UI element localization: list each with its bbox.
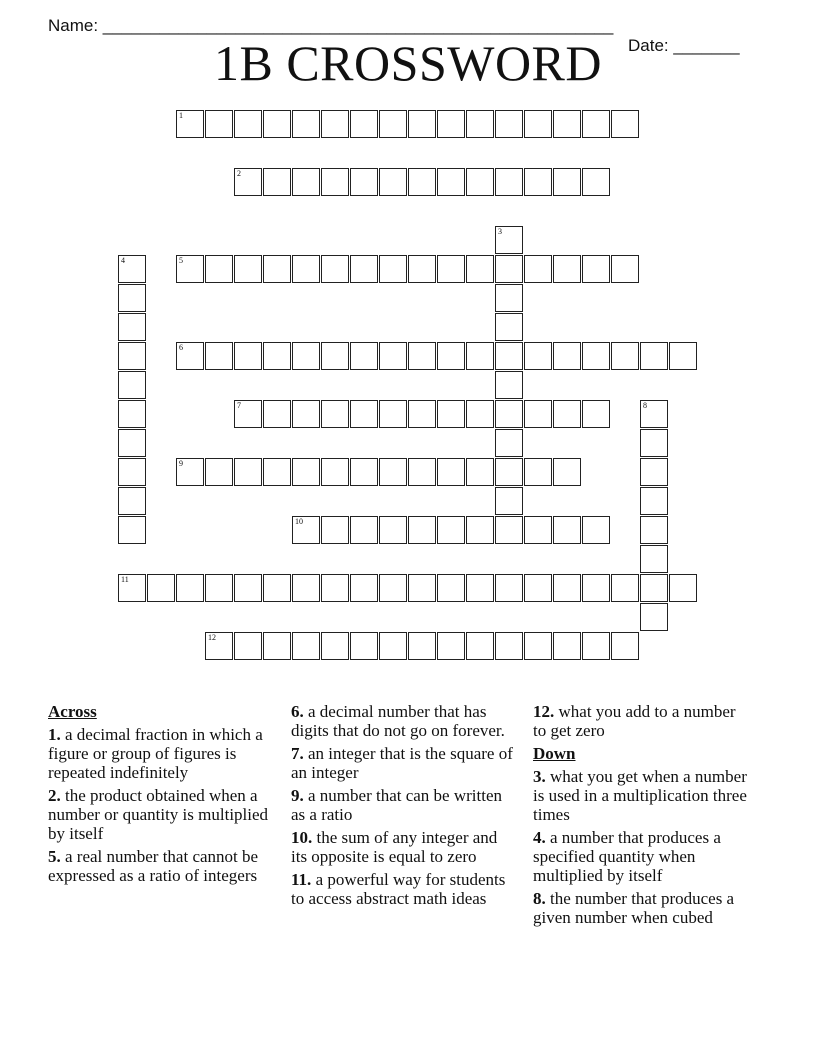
- grid-cell[interactable]: [553, 255, 581, 283]
- grid-cell[interactable]: [582, 168, 610, 196]
- grid-cell[interactable]: [234, 574, 262, 602]
- grid-cell[interactable]: [495, 574, 523, 602]
- grid-cell[interactable]: [263, 168, 291, 196]
- grid-cell[interactable]: [321, 400, 349, 428]
- grid-cell[interactable]: [524, 168, 552, 196]
- grid-cell[interactable]: [408, 400, 436, 428]
- grid-cell[interactable]: [234, 168, 262, 196]
- grid-cell[interactable]: [640, 342, 668, 370]
- clues-column-2: [291, 702, 516, 912]
- grid-cell[interactable]: [118, 313, 146, 341]
- grid-cell[interactable]: [408, 574, 436, 602]
- grid-cell[interactable]: [118, 342, 146, 370]
- grid-cell[interactable]: [495, 168, 523, 196]
- grid-cell[interactable]: [495, 458, 523, 486]
- grid-cell[interactable]: [466, 342, 494, 370]
- grid-cell[interactable]: [466, 110, 494, 138]
- grid-cell[interactable]: [350, 458, 378, 486]
- grid-cell[interactable]: [582, 632, 610, 660]
- grid-cell[interactable]: [553, 400, 581, 428]
- grid-cell[interactable]: [495, 255, 523, 283]
- clue-across-11: 11. a powerful way for students to access abstract math ideas: [291, 870, 506, 908]
- grid-cell[interactable]: [118, 574, 146, 602]
- grid-cell[interactable]: [234, 458, 262, 486]
- grid-cell[interactable]: [582, 400, 610, 428]
- grid-cell[interactable]: [640, 574, 668, 602]
- grid-cell[interactable]: [408, 168, 436, 196]
- grid-cell[interactable]: [379, 516, 407, 544]
- grid-cell[interactable]: [611, 255, 639, 283]
- grid-cell[interactable]: [205, 574, 233, 602]
- grid-cell[interactable]: [495, 342, 523, 370]
- grid-cell[interactable]: [379, 110, 407, 138]
- grid-cell[interactable]: [176, 255, 204, 283]
- clue-number: 10: [295, 517, 303, 526]
- grid-cell[interactable]: [553, 632, 581, 660]
- grid-cell[interactable]: [582, 110, 610, 138]
- grid-cell[interactable]: [234, 110, 262, 138]
- grid-cell[interactable]: [292, 574, 320, 602]
- grid-cell[interactable]: [205, 632, 233, 660]
- grid-cell[interactable]: [292, 110, 320, 138]
- grid-cell[interactable]: [118, 429, 146, 457]
- grid-cell[interactable]: [205, 342, 233, 370]
- grid-cell[interactable]: [205, 110, 233, 138]
- grid-cell[interactable]: [611, 342, 639, 370]
- grid-cell[interactable]: [408, 342, 436, 370]
- grid-cell[interactable]: [640, 458, 668, 486]
- grid-cell[interactable]: [176, 458, 204, 486]
- grid-cell[interactable]: [234, 632, 262, 660]
- grid-cell[interactable]: [321, 574, 349, 602]
- grid-cell[interactable]: [379, 632, 407, 660]
- grid-cell[interactable]: [350, 342, 378, 370]
- grid-cell[interactable]: [292, 168, 320, 196]
- page-title: 1B CROSSWORD: [213, 35, 603, 91]
- grid-cell[interactable]: [437, 342, 465, 370]
- grid-cell[interactable]: [437, 458, 465, 486]
- grid-cell[interactable]: [466, 574, 494, 602]
- grid-cell[interactable]: [263, 110, 291, 138]
- clue-across-6: 6. a decimal number that has digits that do not go on forever.: [291, 702, 505, 740]
- grid-cell[interactable]: [263, 400, 291, 428]
- grid-cell[interactable]: [466, 400, 494, 428]
- grid-cell[interactable]: [553, 110, 581, 138]
- grid-cell[interactable]: [437, 255, 465, 283]
- grid-cell[interactable]: [495, 487, 523, 515]
- grid-cell[interactable]: [553, 458, 581, 486]
- grid-cell[interactable]: [640, 603, 668, 631]
- grid-cell[interactable]: [205, 255, 233, 283]
- grid-cell[interactable]: [118, 516, 146, 544]
- grid-cell[interactable]: [321, 458, 349, 486]
- grid-cell[interactable]: [495, 516, 523, 544]
- grid-cell[interactable]: [292, 342, 320, 370]
- grid-cell[interactable]: [176, 342, 204, 370]
- grid-cell[interactable]: [524, 516, 552, 544]
- grid-cell[interactable]: [466, 255, 494, 283]
- clue-down-8: 8. the number that produces a given number when cubed: [533, 889, 735, 927]
- grid-cell[interactable]: [524, 458, 552, 486]
- grid-cell[interactable]: [437, 632, 465, 660]
- clue-across-7: 7. an integer that is the square of an integer: [291, 744, 513, 782]
- grid-cell[interactable]: [379, 255, 407, 283]
- across-heading: Across: [48, 702, 97, 721]
- grid-cell[interactable]: [379, 458, 407, 486]
- clue-across-1: 1. a decimal fraction in which a figure or group of figures is repeated indefinitely: [48, 725, 263, 782]
- grid-cell[interactable]: [379, 342, 407, 370]
- grid-cell[interactable]: [176, 574, 204, 602]
- grid-cell[interactable]: [640, 487, 668, 515]
- grid-cell[interactable]: [292, 458, 320, 486]
- clue-down-4: 4. a number that produces a specified quantity when multiplied by itself: [533, 828, 721, 885]
- name-date-line: [48, 0, 748, 55]
- clue-number: 6: [179, 343, 183, 352]
- grid-cell[interactable]: [495, 400, 523, 428]
- clue-across-2: 2. the product obtained when a number or quantity is multiplied by itself: [48, 786, 269, 843]
- grid-cell[interactable]: [466, 458, 494, 486]
- grid-cell[interactable]: [524, 400, 552, 428]
- grid-cell[interactable]: [321, 110, 349, 138]
- grid-cell[interactable]: [582, 574, 610, 602]
- clue-across-12: 12. what you add to a number to get zero: [533, 702, 736, 740]
- grid-cell[interactable]: [263, 255, 291, 283]
- grid-cell[interactable]: [234, 400, 262, 428]
- grid-cell[interactable]: [437, 400, 465, 428]
- grid-cell[interactable]: [466, 168, 494, 196]
- grid-cell[interactable]: [524, 632, 552, 660]
- grid-cell[interactable]: [350, 516, 378, 544]
- grid-cell[interactable]: [321, 255, 349, 283]
- grid-cell[interactable]: [466, 516, 494, 544]
- clue-number: 9: [179, 459, 183, 468]
- clue-number: 5: [179, 256, 183, 265]
- clue-number: 1: [179, 111, 183, 120]
- grid-cell[interactable]: [524, 110, 552, 138]
- grid-cell[interactable]: [379, 168, 407, 196]
- grid-cell[interactable]: [118, 371, 146, 399]
- grid-cell[interactable]: [408, 255, 436, 283]
- grid-cell[interactable]: [292, 516, 320, 544]
- grid-cell[interactable]: [466, 632, 494, 660]
- grid-cell[interactable]: [118, 487, 146, 515]
- clue-number: 12: [208, 633, 216, 642]
- grid-cell[interactable]: [611, 110, 639, 138]
- grid-cell[interactable]: [263, 342, 291, 370]
- grid-cell[interactable]: [350, 574, 378, 602]
- grid-cell[interactable]: [205, 458, 233, 486]
- grid-cell[interactable]: [437, 168, 465, 196]
- grid-cell[interactable]: [408, 632, 436, 660]
- grid-cell[interactable]: [495, 226, 523, 254]
- grid-cell[interactable]: [292, 400, 320, 428]
- grid-cell[interactable]: [640, 429, 668, 457]
- grid-cell[interactable]: [553, 574, 581, 602]
- grid-cell[interactable]: [234, 342, 262, 370]
- grid-cell[interactable]: [611, 632, 639, 660]
- grid-cell[interactable]: [524, 255, 552, 283]
- clue-number: 7: [237, 401, 241, 410]
- grid-cell[interactable]: [118, 255, 146, 283]
- grid-cell[interactable]: [118, 400, 146, 428]
- down-heading: Down: [533, 744, 576, 763]
- grid-cell[interactable]: [553, 342, 581, 370]
- grid-cell[interactable]: [292, 632, 320, 660]
- grid-cell[interactable]: [350, 255, 378, 283]
- grid-cell[interactable]: [263, 574, 291, 602]
- grid-cell[interactable]: [321, 632, 349, 660]
- grid-cell[interactable]: [350, 632, 378, 660]
- grid-cell[interactable]: [147, 574, 175, 602]
- clue-across-10: 10. the sum of any integer and its opposite is equal to zero: [291, 828, 498, 866]
- grid-cell[interactable]: [640, 400, 668, 428]
- grid-cell[interactable]: [582, 342, 610, 370]
- grid-cell[interactable]: [553, 516, 581, 544]
- grid-cell[interactable]: [495, 371, 523, 399]
- grid-cell[interactable]: [263, 632, 291, 660]
- grid-cell[interactable]: [553, 168, 581, 196]
- grid-cell[interactable]: [350, 168, 378, 196]
- grid-cell[interactable]: [640, 516, 668, 544]
- grid-cell[interactable]: [321, 168, 349, 196]
- clue-number: 3: [498, 227, 502, 236]
- clue-number: 4: [121, 256, 125, 265]
- grid-cell[interactable]: [234, 255, 262, 283]
- grid-cell[interactable]: [321, 516, 349, 544]
- grid-cell[interactable]: [321, 342, 349, 370]
- grid-cell[interactable]: [176, 110, 204, 138]
- clue-across-5: 5. a real number that cannot be expressed as a ratio of integers: [48, 847, 259, 885]
- grid-cell[interactable]: [118, 284, 146, 312]
- grid-cell[interactable]: [524, 342, 552, 370]
- grid-cell[interactable]: [669, 574, 697, 602]
- grid-cell[interactable]: [437, 110, 465, 138]
- clues-column-1: [48, 702, 283, 889]
- grid-cell[interactable]: [118, 458, 146, 486]
- grid-cell[interactable]: [582, 516, 610, 544]
- grid-cell[interactable]: [495, 429, 523, 457]
- grid-cell[interactable]: [408, 516, 436, 544]
- grid-cell[interactable]: [611, 574, 639, 602]
- name-field[interactable]: Name: ______________________________________________________: [48, 16, 614, 35]
- grid-cell[interactable]: [350, 110, 378, 138]
- clue-number: 8: [643, 401, 647, 410]
- grid-cell[interactable]: [524, 574, 552, 602]
- clue-down-3: 3. what you get when a number is used in a multiplication three times: [533, 767, 747, 824]
- grid-cell[interactable]: [292, 255, 320, 283]
- grid-cell[interactable]: [582, 255, 610, 283]
- grid-cell[interactable]: [495, 632, 523, 660]
- grid-cell[interactable]: [350, 400, 378, 428]
- grid-cell[interactable]: [437, 516, 465, 544]
- grid-cell[interactable]: [669, 342, 697, 370]
- date-field[interactable]: Date: _______: [628, 36, 740, 55]
- grid-cell[interactable]: [437, 574, 465, 602]
- grid-cell[interactable]: [495, 284, 523, 312]
- grid-cell[interactable]: [408, 110, 436, 138]
- grid-cell[interactable]: [640, 545, 668, 573]
- grid-cell[interactable]: [408, 458, 436, 486]
- grid-cell[interactable]: [495, 110, 523, 138]
- grid-cell[interactable]: [379, 574, 407, 602]
- clues-column-3: [533, 702, 748, 931]
- clue-number: 2: [237, 169, 241, 178]
- clue-across-9: 9. a number that can be written as a ratio: [291, 786, 503, 824]
- grid-cell[interactable]: [495, 313, 523, 341]
- grid-cell[interactable]: [263, 458, 291, 486]
- clue-number: 11: [121, 575, 129, 584]
- grid-cell[interactable]: [379, 400, 407, 428]
